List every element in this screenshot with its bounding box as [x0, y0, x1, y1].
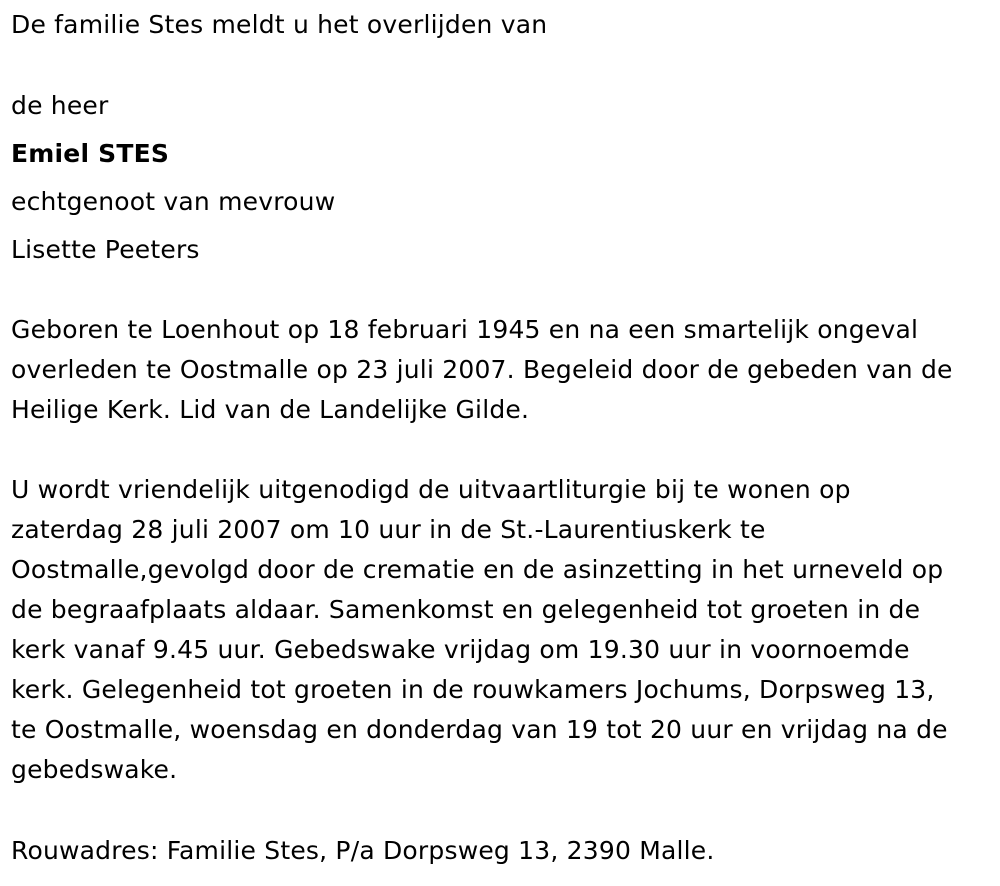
funeral-paragraph	[11, 470, 993, 790]
biography-line: overleden te Oostmalle op 23 juli 2007. Begeleid door de gebeden van de	[11, 355, 953, 384]
biography-line: Heilige Kerk. Lid van de Landelijke Gilde.	[11, 395, 530, 424]
funeral-line: de begraafplaats aldaar. Samenkomst en gelegenheid tot groeten in de	[11, 595, 921, 624]
title-prefix: de heer	[11, 91, 109, 120]
funeral-line: gebedswake.	[11, 755, 178, 784]
funeral-line: kerk vanaf 9.45 uur. Gebedswake vrijdag om 19.30 uur in voornoemde	[11, 635, 910, 664]
biography-paragraph	[11, 310, 993, 430]
funeral-line: Oostmalle,gevolgd door de crematie en de asinzetting in het urneveld op	[11, 555, 944, 584]
relation-text: echtgenoot van mevrouw	[11, 187, 336, 216]
intro-text: De familie Stes meldt u het overlijden van	[11, 10, 548, 39]
funeral-line: te Oostmalle, woensdag en donderdag van 19 tot 20 uur en vrijdag na de	[11, 715, 948, 744]
spouse-name: Lisette Peeters	[11, 235, 200, 264]
funeral-line: zaterdag 28 juli 2007 om 10 uur in de St.-Laurentiuskerk te	[11, 515, 766, 544]
mourning-address: Rouwadres: Familie Stes, P/a Dorpsweg 13, 2390 Malle.	[11, 836, 715, 865]
deceased-name: Emiel STES	[11, 139, 170, 168]
biography-line: Geboren te Loenhout op 18 februari 1945 en na een smartelijk ongeval	[11, 315, 919, 344]
funeral-line: U wordt vriendelijk uitgenodigd de uitvaartliturgie bij te wonen op	[11, 475, 851, 504]
funeral-line: kerk. Gelegenheid tot groeten in de rouwkamers Jochums, Dorpsweg 13,	[11, 675, 935, 704]
